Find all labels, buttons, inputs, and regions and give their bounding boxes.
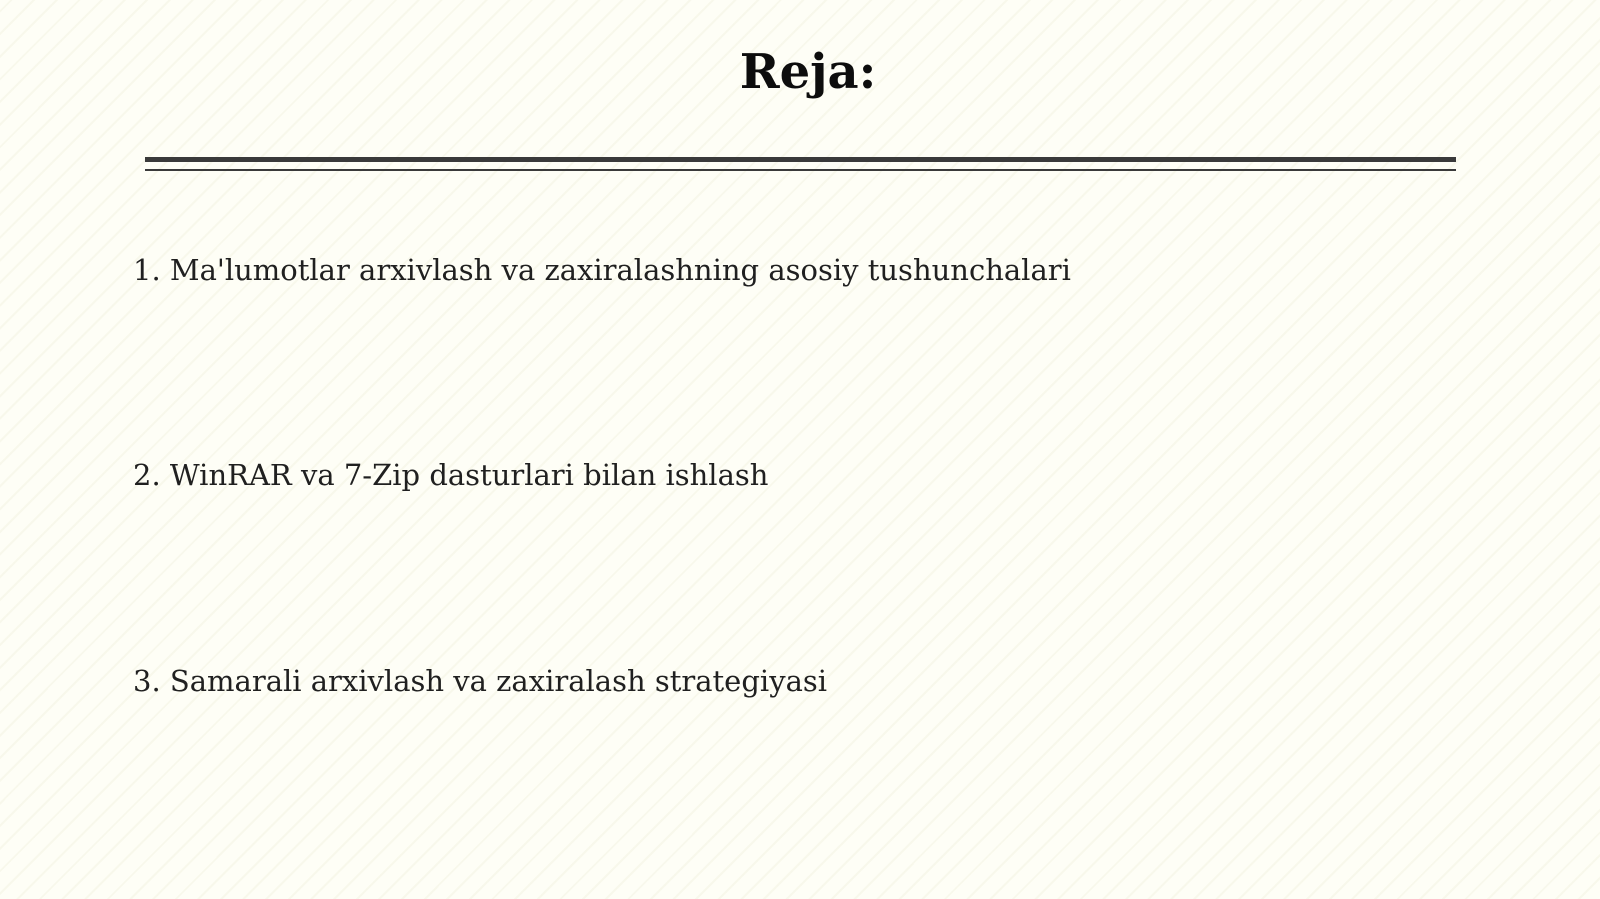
plan-item-1: 1. Ma'lumotlar arxivlash va zaxiralashning asosiy tushunchalari — [133, 253, 1071, 287]
title-divider-thick — [145, 157, 1456, 162]
title-divider-thin — [145, 169, 1456, 171]
plan-item-2: 2. WinRAR va 7-Zip dasturlari bilan ishlash — [133, 458, 769, 492]
plan-item-3: 3. Samarali arxivlash va zaxiralash strategiyasi — [133, 664, 828, 698]
slide-title: Reja: — [739, 44, 877, 100]
